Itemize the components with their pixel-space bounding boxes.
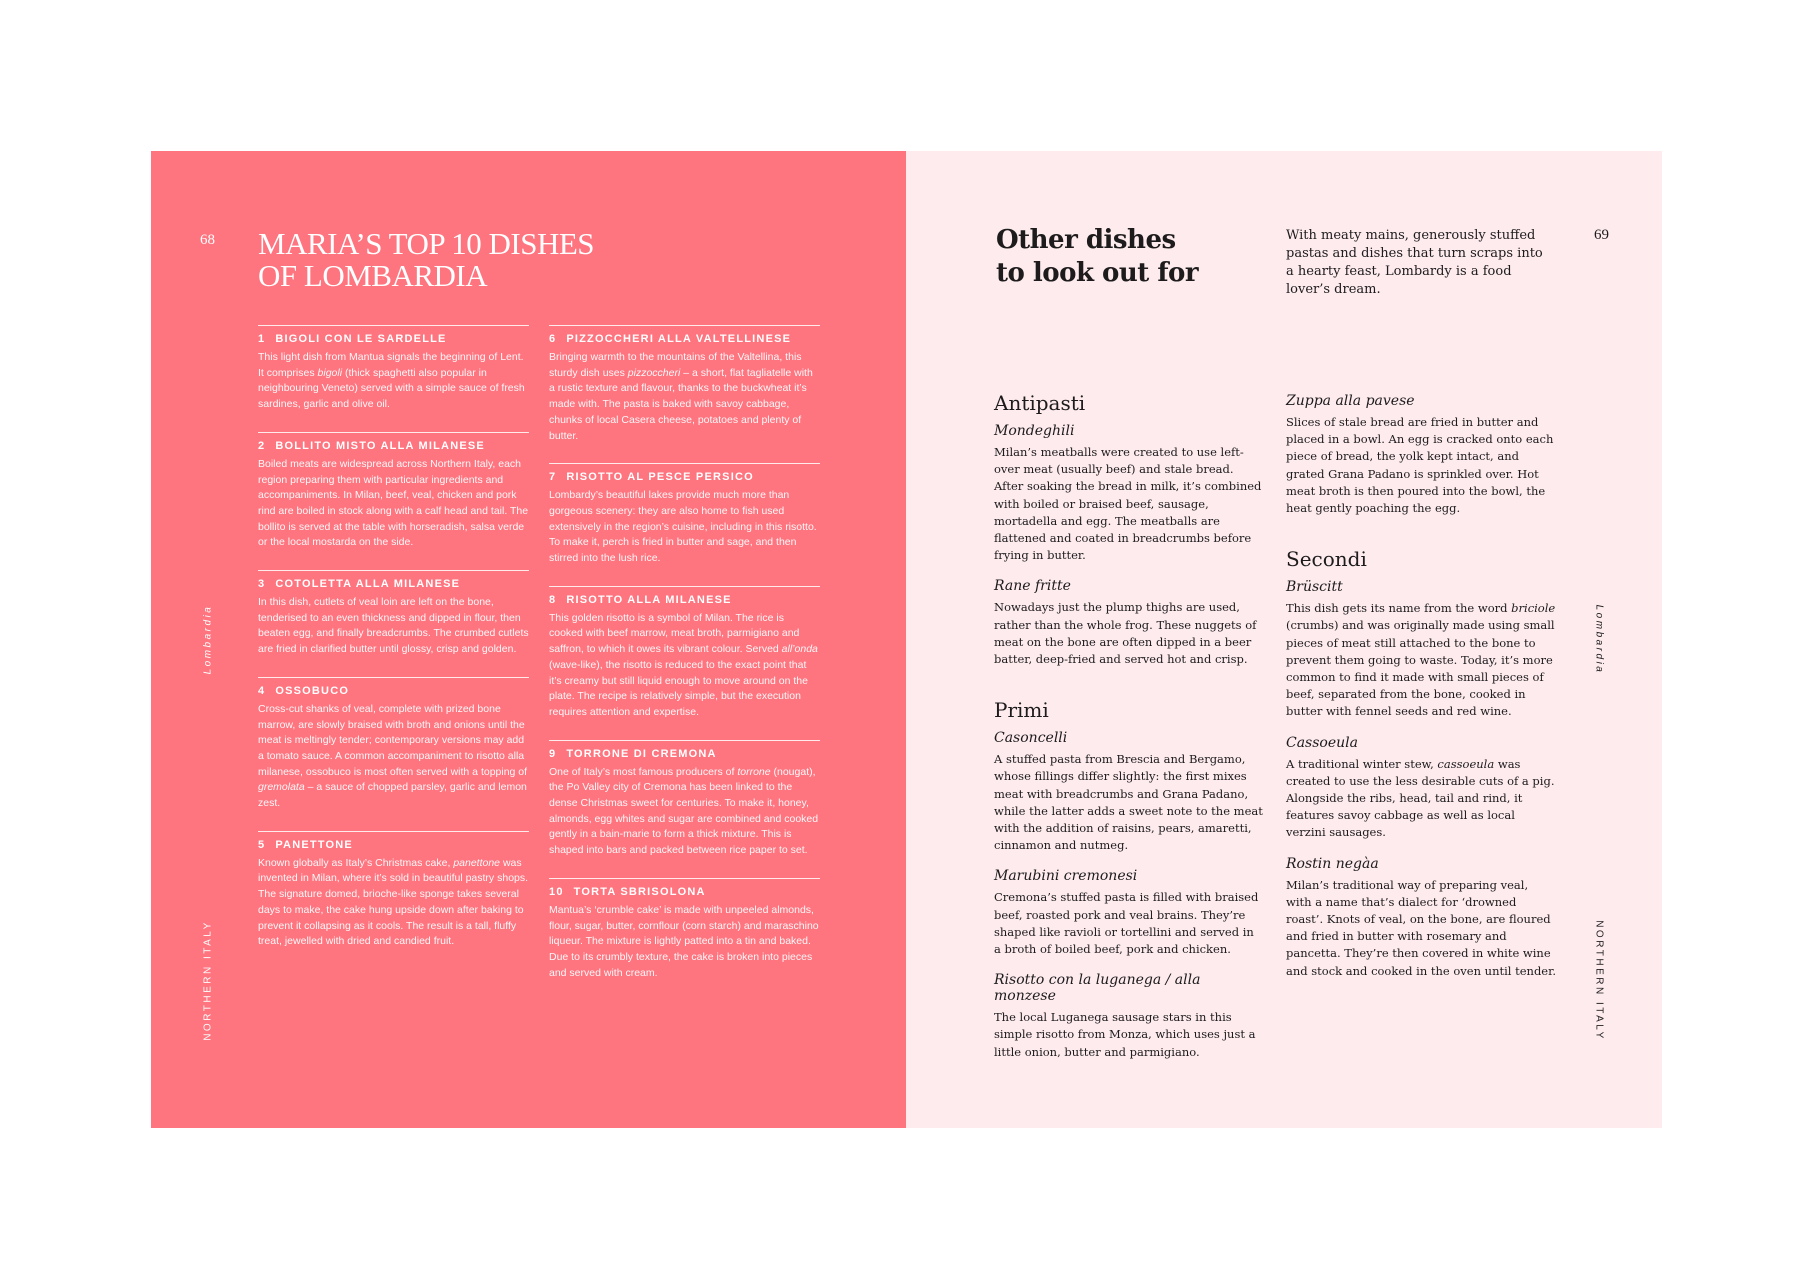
dish-description: [258, 457, 529, 551]
page-title-right: [996, 224, 1276, 290]
dish-description: Milan’s traditional way of preparing veal, with a name that’s dialect for ‘drowned roast’. Knots of veal, on the bone, are floured and fried in butter with rosemary and pancetta. They’re then covered in white wine and stock and cooked in the oven until tender.: [1286, 877, 1557, 978]
desc-italic: torrone: [737, 765, 771, 778]
dish-item: [258, 432, 529, 551]
dish-description: [258, 595, 529, 658]
dish-description: [549, 903, 820, 982]
dish-name: RISOTTO ALLA MILANESE: [566, 593, 732, 606]
dish-heading: [549, 471, 820, 483]
desc-italic: panettone: [453, 856, 501, 869]
side-section-tag: NORTHERN ITALY: [202, 920, 214, 1041]
dish-heading: [258, 440, 529, 452]
dish-description: Nowadays just the plump thighs are used, rather than the whole frog. These nuggets of meat on the bone are often dipped in a beer batter, deep-fried and served hot and crisp.: [994, 600, 1257, 667]
dish-name: RISOTTO AL PESCE PERSICO: [566, 471, 754, 484]
dish-description: A stuffed pasta from Brescia and Bergamo, whose fillings differ slightly: the first mixes meat with breadcrumbs and Grana Padano, while the latter adds a sweet note to the meat with the addition of raisins, pears, amaretti, cinnamon and nutmeg.: [994, 752, 1263, 853]
dish-name: PANETTONE: [275, 838, 353, 851]
dishes-column-1: [258, 325, 529, 969]
dish-description: The local Luganega sausage stars in this simple risotto from Monza, which uses just a little onion, butter and parmigiano.: [994, 1010, 1256, 1059]
dish-number: 7: [549, 471, 557, 484]
side-region-tag: Lombardia: [202, 604, 214, 675]
title-line-1: MARIA’S TOP 10 DISHES: [258, 226, 595, 261]
dish-name: TORTA SBRISOLONA: [573, 885, 706, 898]
dish-item: [549, 463, 820, 567]
desc-text: This dish gets its name from the word: [1286, 601, 1512, 616]
dish-name: PIZZOCCHERI ALLA VALTELLINESE: [566, 333, 792, 345]
page-number-right: 69: [1594, 227, 1609, 243]
desc-text: Lombardy’s beautiful lakes provide much more than gorgeous scenery: they are also home to fish used extensively in the region’s cuisine, including in this risotto. To make it, perch is fried in butter and sage, and then stirred into the lush rice.: [549, 489, 817, 565]
section-heading-primi: Primi: [994, 698, 1049, 723]
title-line-2: OF LOMBARDIA: [258, 258, 488, 293]
desc-text: – a sauce of chopped parsley, garlic and lemon zest.: [258, 781, 527, 810]
dish-heading: [549, 594, 820, 606]
dish-item: [258, 325, 529, 413]
desc-text: was created to use the less desirable cuts of a pig. Alongside the ribs, head, tail and rind, it features savoy cabbage as well as local verzini sausages.: [1286, 756, 1555, 840]
dish-description: Cremona’s stuffed pasta is filled with braised beef, roasted pork and veal brains. They’re shaped like ravioli or tortellini and served in a broth of boiled beef, pork and chicken.: [994, 890, 1259, 957]
dish-name: Zuppa alla pavese: [1286, 393, 1415, 409]
desc-text: A traditional winter stew,: [1286, 756, 1438, 771]
page-number-left: 68: [200, 232, 215, 248]
dish-heading: [258, 685, 529, 697]
right-page: [906, 151, 1662, 1128]
dish-description: [258, 856, 529, 950]
desc-italic: gremolata: [258, 781, 305, 794]
left-page: [151, 151, 906, 1128]
desc-italic: bigoli: [317, 366, 343, 379]
desc-text: (nougat), the Po Valley city of Cremona has been linked to the dense Christmas sweet for centuries. To make it, honey, almonds, egg whites and sugar are combined and cooked gently in a bain-marie to form a thick mixture. This is shaped into bars and packed between rice paper to set.: [549, 765, 819, 857]
desc-text: In this dish, cutlets of veal loin are left on the bone, tenderised to an even thickness and dipped in flour, then beaten egg, and finally breadcrumbs. The crumbed cutlets are fried in clarified butter until glossy, crisp and golden.: [258, 596, 529, 656]
desc-text: One of Italy’s most famous producers of: [549, 765, 738, 778]
dish-number: 9: [549, 747, 557, 760]
dish-number: 4: [258, 684, 266, 697]
dish-number: 5: [258, 838, 266, 851]
title-line-1: Other dishes: [996, 225, 1176, 255]
dish-name: Rane fritte: [994, 578, 1071, 595]
desc-italic: pizzoccheri: [627, 366, 681, 379]
dish-name: BIGOLI CON LE SARDELLE: [275, 333, 447, 345]
side-region-tag: Lombardia: [1593, 604, 1605, 675]
dish-description: [258, 702, 529, 812]
dish-name: Risotto con la luganega / alla monzese: [994, 972, 1201, 1005]
desc-text: Bringing warmth to the mountains of the Valtellina, this sturdy dish uses: [549, 351, 802, 379]
dish-heading: [549, 886, 820, 898]
title-line-2: to look out for: [996, 258, 1199, 288]
side-section-tag: NORTHERN ITALY: [1593, 920, 1605, 1041]
dish-description: [549, 488, 820, 567]
dish-name: TORRONE DI CREMONA: [566, 747, 717, 760]
dish-name: Mondeghili: [994, 423, 1075, 439]
desc-text: This light dish from Mantua signals the beginning of Lent. It comprises: [258, 351, 524, 379]
dish-heading: [549, 333, 820, 345]
dish-description: Milan’s meatballs were created to use left-over meat (usually beef) and stale bread. After soaking the bread in milk, it’s combined with boiled or braised beef, sausage, mortadella and egg. The meatballs are flattened and coated in breadcrumbs before frying in butter.: [994, 445, 1262, 563]
right-column-2: [1286, 393, 1556, 994]
dish-item: [549, 325, 820, 444]
desc-text: This golden risotto is a symbol of Milan. The rice is cooked with beef marrow, meat broth, parmigiano and saffron, to which it owes its vibrant colour. Served: [549, 611, 800, 656]
desc-text: – a short, flat tagliatelle with a rustic texture and flavour, thanks to the buckwheat it’s made with. The pasta is baked with savoy cabbage, chunks of local Casera cheese, potatoes and plenty of butter.: [549, 366, 813, 442]
desc-text: (wave-like), the risotto is reduced to the exact point that it’s creamy but still liquid enough to move around on the plate. The recipe is relatively simple, but the execution requires attention and expertise.: [549, 658, 808, 718]
dish-name: Brüscitt: [1286, 579, 1343, 596]
dish-description: [549, 350, 820, 444]
dish-name: Marubini cremonesi: [994, 868, 1138, 885]
page-title-left: [258, 228, 658, 292]
dish-heading: [258, 839, 529, 851]
book-spread: [151, 151, 1662, 1128]
dish-item: [549, 586, 820, 721]
dish-item: [549, 878, 820, 982]
dish-description: [258, 350, 529, 413]
desc-italic: all’onda: [781, 643, 818, 656]
section-heading-secondi: Secondi: [1286, 547, 1367, 572]
dish-description: [549, 765, 820, 859]
dish-name: BOLLITO MISTO ALLA MILANESE: [275, 439, 485, 452]
dish-name: Cassoeula: [1286, 734, 1358, 751]
right-column-1: [994, 391, 1264, 1075]
dish-name: OSSOBUCO: [275, 684, 350, 697]
dishes-column-2: [549, 325, 820, 1000]
intro-text: With meaty mains, generously stuffed pastas and dishes that turn scraps into a hearty feast, Lombardy is a food lover’s dream.: [1286, 228, 1543, 297]
dish-number: 3: [258, 578, 266, 591]
desc-text: Known globally as Italy’s Christmas cake,: [258, 856, 454, 869]
dish-item: [258, 570, 529, 658]
section-heading-antipasti: Antipasti: [994, 391, 1086, 415]
dish-item: [258, 831, 529, 950]
desc-text: Cross-cut shanks of veal, complete with prized bone marrow, are slowly braised with broth and onions until the meat is meltingly tender; contemporary versions may add a tomato sauce. A common accompaniment to risotto alla milanese, ossobuco is most often served with a topping of: [258, 702, 528, 778]
dish-name: Casoncelli: [994, 730, 1068, 747]
dish-number: 8: [549, 593, 557, 606]
dish-heading: [258, 578, 529, 590]
dish-description: Slices of stale bread are fried in butter and placed in a bowl. An egg is cracked onto each piece of bread, the yolk kept intact, and grated Grana Padano is sprinkled over. Hot meat broth is then poured into the bowl, the heat gently poaching the egg.: [1286, 415, 1554, 516]
dish-number: 10: [549, 885, 564, 898]
dish-description: [1286, 600, 1556, 720]
dish-name: Rostin negàa: [1286, 855, 1379, 872]
dish-number: 2: [258, 439, 266, 452]
desc-italic: briciole: [1511, 601, 1556, 616]
desc-text: (crumbs) and was originally made using small pieces of meat still attached to the bone to prevent them going to waste. Today, it’s more common to find it made with small pieces of beef, separated from the bone, cooked in butter with fennel seeds and red wine.: [1286, 618, 1555, 719]
dish-heading: [258, 333, 529, 345]
dish-number: 6: [549, 333, 557, 345]
dish-item: [549, 740, 820, 859]
dish-description: [549, 611, 820, 721]
desc-italic: cassoeula: [1437, 756, 1495, 771]
dish-description: [1286, 756, 1556, 842]
dish-name: COTOLETTA ALLA MILANESE: [275, 578, 461, 591]
dish-item: [258, 677, 529, 812]
desc-text: Boiled meats are widespread across Northern Italy, each region preparing them with particular ingredients and accompaniments. In Milan, beef, veal, chicken and pork rind are boiled in stock along with a calf head and tail. The bollito is served at the table with horseradish, salsa verde or the local mostarda on the side.: [258, 457, 529, 549]
desc-text: was invented in Milan, where it’s sold in beautiful pastry shops. The signature domed, brioche-like sponge takes several days to make, the cake hung upside down after baking to prevent it collapsing as it cools. The result is a tall, fluffy treat, jewelled with dried and candied fruit.: [258, 856, 529, 948]
dish-number: 1: [258, 333, 266, 345]
desc-text: (thick spaghetti also popular in neighbouring Veneto) served with a simple sauce of fresh sardines, garlic and olive oil.: [258, 366, 525, 411]
desc-text: Mantua’s ‘crumble cake’ is made with unpeeled almonds, flour, sugar, butter, cornflour (corn starch) and maraschino liqueur. The mixture is lightly patted into a tin and baked. Due to its crumbly texture, the cake is broken into pieces and served with cream.: [549, 903, 819, 979]
dish-heading: [549, 748, 820, 760]
